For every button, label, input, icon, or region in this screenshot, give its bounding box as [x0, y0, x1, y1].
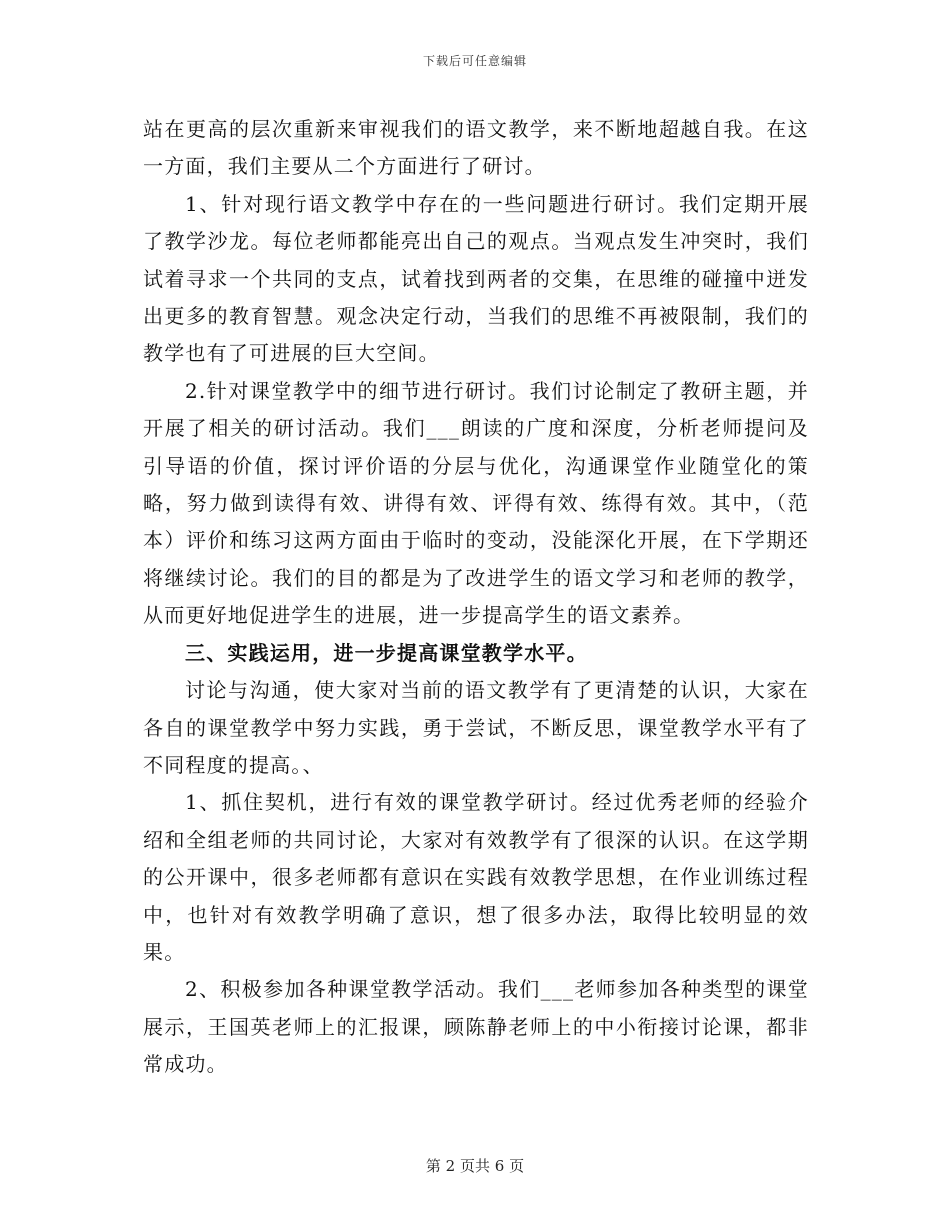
- paragraph-item-1-discussion: 1、针对现行语文教学中存在的一些问题进行研讨。我们定期开展了教学沙龙。每位老师都能亮出自己的观点。当观点发生冲突时，我们试着寻求一个共同的支点，试着找到两者的交集，在思维的碰撞中迸发出更多的教育智慧。观念决定行动，当我们的思维不再被限制，我们的教学也有了可进展的巨大空间。: [143, 191, 809, 366]
- paragraph-item-1-opportunity: 1、抓住契机，进行有效的课堂教学研讨。经过优秀老师的经验介绍和全组老师的共同讨论，大家对有效教学有了很深的认识。在这学期的公开课中，很多老师都有意识在实践有效教学思想，在作业训练过程中，也针对有效教学明确了意识，想了很多办法，取得比较明显的效果。: [143, 790, 809, 964]
- page-header-note: 下载后可任意编辑: [422, 54, 527, 68]
- paragraph-item-2-activities: 2、积极参加各种课堂教学活动。我们___老师参加各种类型的课堂展示，王国英老师上的汇报课，顾陈静老师上的中小衔接讨论课，都非常成功。: [143, 977, 809, 1077]
- paragraph-continuation: 站在更高的层次重新来审视我们的语文教学，来不断地超越自我。在这一方面，我们主要从二个方面进行了研讨。: [143, 117, 809, 179]
- section-heading-3: 三、实践运用，进一步提高课堂教学水平。: [185, 640, 588, 665]
- paragraph-section-3-intro: 讨论与沟通，使大家对当前的语文教学有了更清楚的认识，大家在各自的课堂教学中努力实践，勇于尝试，不断反思，课堂教学水平有了不同程度的提高。、: [143, 678, 809, 777]
- document-body: [143, 111, 809, 1084]
- page-number-footer: 第 2 页共 6 页: [425, 1157, 525, 1175]
- paragraph-item-2-details: 2.针对课堂教学中的细节进行研讨。我们讨论制定了教研主题，并开展了相关的研讨活动。我们___朗读的广度和深度，分析老师提问及引导语的价值，探讨评价语的分层与优化，沟通课堂作业随堂化的策略，努力做到读得有效、讲得有效、评得有效、练得有效。其中，（范本）评价和练习这两方面由于临时的变动，没能深化开展，在下学期还将继续讨论。我们的目的都是为了改进学生的语文学习和老师的教学，从而更好地促进学生的进展，进一步提高学生的语文素养。: [143, 378, 809, 628]
